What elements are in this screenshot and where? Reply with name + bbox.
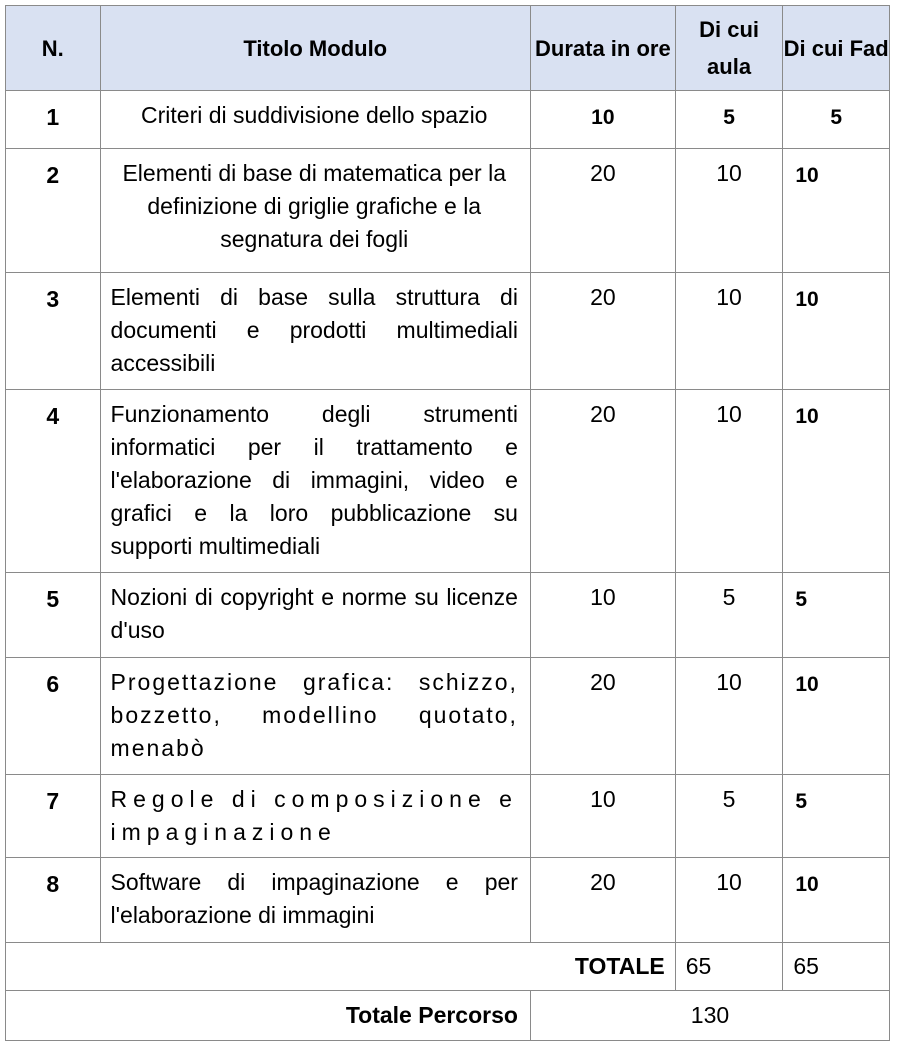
row-aula: 10 bbox=[675, 149, 783, 273]
header-num: N. bbox=[6, 6, 101, 91]
row-durata: 10 bbox=[530, 573, 675, 658]
row-title: Software di impaginazione e per l'elaborazione di immagini bbox=[100, 858, 530, 943]
totale-label: TOTALE bbox=[6, 943, 676, 991]
row-fad: 10 bbox=[783, 858, 890, 943]
totale-row bbox=[6, 943, 890, 991]
row-title: Criteri di suddivisione dello spazio bbox=[100, 91, 530, 149]
row-durata: 10 bbox=[530, 775, 675, 858]
row-durata: 20 bbox=[530, 858, 675, 943]
row-durata: 20 bbox=[530, 149, 675, 273]
totale-aula: 65 bbox=[675, 943, 783, 991]
row-num: 4 bbox=[6, 390, 101, 573]
header-aula: Di cui aula bbox=[675, 6, 783, 91]
row-fad: 10 bbox=[783, 273, 890, 390]
header-fad: Di cui Fad bbox=[783, 6, 890, 91]
row-title: Funzionamento degli strumenti informatici per il trattamento e l'elaborazione di immagini, video e grafici e la loro pubblicazione su supporti multimediali bbox=[100, 390, 530, 573]
table-row bbox=[6, 775, 890, 858]
totale-percorso-label: Totale Percorso bbox=[6, 991, 531, 1041]
row-title: Progettazione grafica: schizzo, bozzetto, modellino quotato, menabò bbox=[100, 658, 530, 775]
row-title: Elementi di base di matematica per la definizione di griglie grafiche e la segnatura dei fogli bbox=[100, 149, 530, 273]
header-row bbox=[6, 6, 890, 91]
header-title: Titolo Modulo bbox=[100, 6, 530, 91]
table-row bbox=[6, 273, 890, 390]
totale-percorso-row bbox=[6, 991, 890, 1041]
table-row bbox=[6, 390, 890, 573]
row-num: 6 bbox=[6, 658, 101, 775]
row-aula: 10 bbox=[675, 858, 783, 943]
row-num: 5 bbox=[6, 573, 101, 658]
table-row bbox=[6, 149, 890, 273]
row-title: Regole di composizione e impaginazione bbox=[100, 775, 530, 858]
row-durata: 20 bbox=[530, 273, 675, 390]
row-durata: 20 bbox=[530, 390, 675, 573]
row-aula: 5 bbox=[675, 91, 783, 149]
row-num: 8 bbox=[6, 858, 101, 943]
row-fad: 10 bbox=[783, 658, 890, 775]
row-aula: 5 bbox=[675, 775, 783, 858]
modules-table bbox=[5, 5, 890, 1041]
row-aula: 10 bbox=[675, 658, 783, 775]
row-fad: 5 bbox=[783, 573, 890, 658]
row-aula: 5 bbox=[675, 573, 783, 658]
row-fad: 10 bbox=[783, 149, 890, 273]
row-num: 7 bbox=[6, 775, 101, 858]
row-num: 2 bbox=[6, 149, 101, 273]
row-fad: 5 bbox=[783, 775, 890, 858]
totale-fad: 65 bbox=[783, 943, 890, 991]
row-fad: 10 bbox=[783, 390, 890, 573]
row-durata: 10 bbox=[530, 91, 675, 149]
table-row bbox=[6, 91, 890, 149]
row-aula: 10 bbox=[675, 273, 783, 390]
header-durata: Durata in ore bbox=[530, 6, 675, 91]
table-row bbox=[6, 573, 890, 658]
row-num: 3 bbox=[6, 273, 101, 390]
row-title: Nozioni di copyright e norme su licenze d'uso bbox=[100, 573, 530, 658]
row-fad: 5 bbox=[783, 91, 890, 149]
row-durata: 20 bbox=[530, 658, 675, 775]
row-num: 1 bbox=[6, 91, 101, 149]
row-aula: 10 bbox=[675, 390, 783, 573]
totale-percorso-value: 130 bbox=[530, 991, 889, 1041]
row-title: Elementi di base sulla struttura di documenti e prodotti multimediali accessibili bbox=[100, 273, 530, 390]
table-row bbox=[6, 858, 890, 943]
table-row bbox=[6, 658, 890, 775]
